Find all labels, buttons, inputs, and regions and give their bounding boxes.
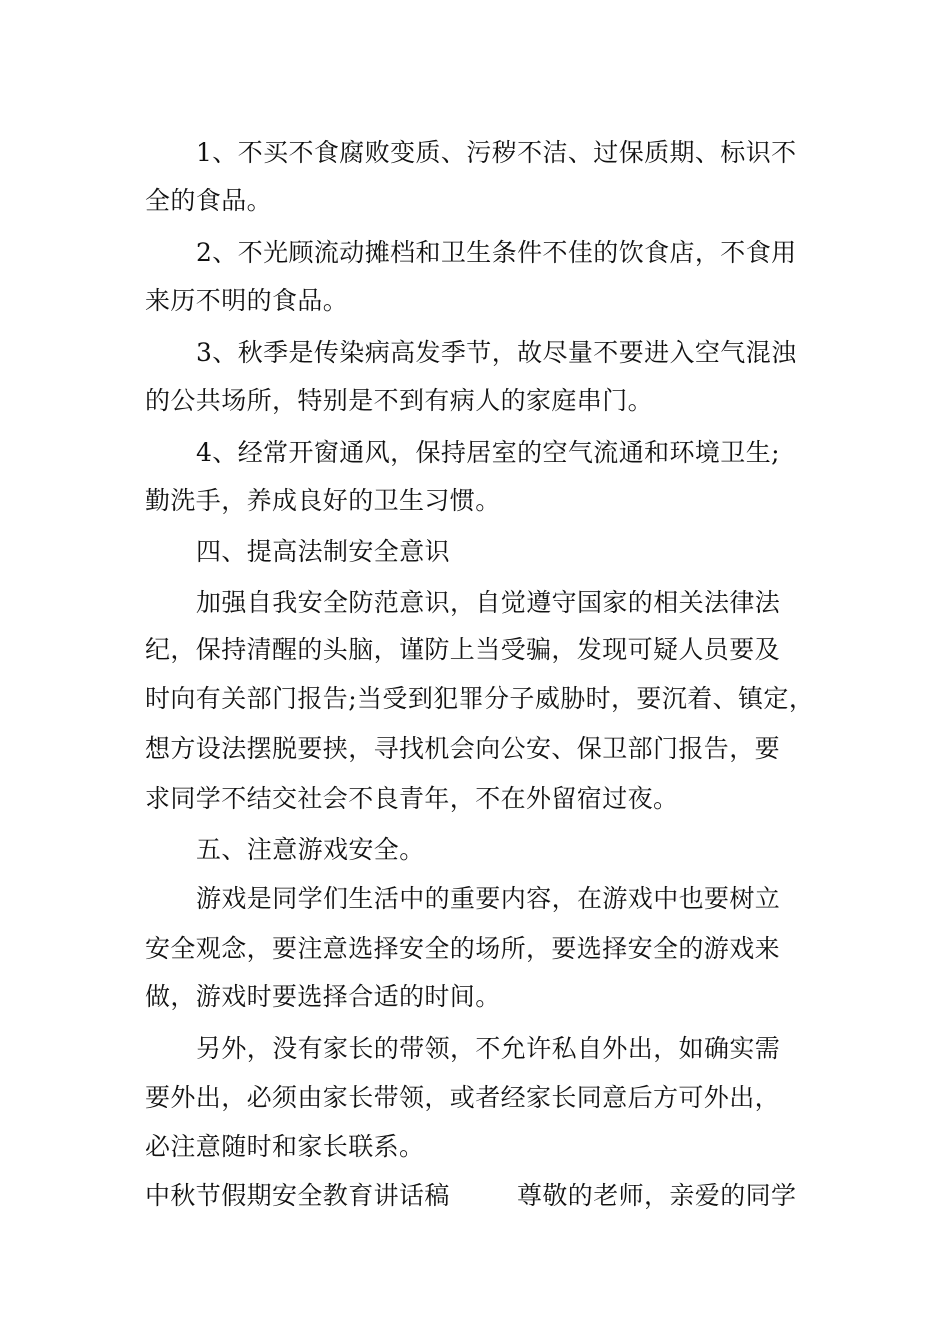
greeting-text: 尊敬的老师，亲爱的同学: [517, 1181, 797, 1210]
paragraph-line: 安全观念，要注意选择安全的场所，要选择安全的游戏来: [145, 934, 781, 963]
paragraph-line: 游戏是同学们生活中的重要内容，在游戏中也要树立: [196, 884, 781, 913]
paragraph-line: 想方设法摆脱要挟，寻找机会向公安、保卫部门报告，要: [145, 734, 781, 763]
section-heading: 五、注意游戏安全。: [196, 835, 425, 864]
paragraph-line: 另外，没有家长的带领，不允许私自外出，如确实需: [196, 1034, 781, 1063]
paragraph-line: 纪，保持清醒的头脑，谨防上当受骗，发现可疑人员要及: [145, 635, 781, 664]
section-heading: 四、提高法制安全意识: [196, 537, 451, 566]
paragraph-line: 做，游戏时要选择合适的时间。: [145, 982, 501, 1011]
paragraph-line: 求同学不结交社会不良青年，不在外留宿过夜。: [145, 784, 679, 813]
paragraph-line: 的公共场所，特别是不到有病人的家庭串门。: [145, 386, 654, 415]
paragraph-line: 必注意随时和家长联系。: [145, 1132, 425, 1161]
paragraph-line: 全的食品。: [145, 186, 273, 215]
paragraph-line: 4、经常开窗通风，保持居室的空气流通和环境卫生;: [196, 438, 780, 467]
paragraph-line: 加强自我安全防范意识，自觉遵守国家的相关法律法: [196, 588, 781, 617]
paragraph-line: 要外出，必须由家长带领，或者经家长同意后方可外出，: [145, 1083, 781, 1112]
paragraph-line: 时向有关部门报告;当受到犯罪分子威胁时，要沉着、镇定，: [145, 684, 815, 713]
paragraph-line: 2、不光顾流动摊档和卫生条件不佳的饮食店，不食用: [196, 238, 797, 267]
paragraph-line: 勤洗手，养成良好的卫生习惯。: [145, 486, 501, 515]
paragraph-line: 3、秋季是传染病高发季节，故尽量不要进入空气混浊: [196, 338, 797, 367]
document-title: 中秋节假期安全教育讲话稿: [145, 1181, 450, 1210]
paragraph-line: 来历不明的食品。: [145, 286, 349, 315]
paragraph-line: 1、不买不食腐败变质、污秽不洁、过保质期、标识不: [196, 138, 797, 167]
